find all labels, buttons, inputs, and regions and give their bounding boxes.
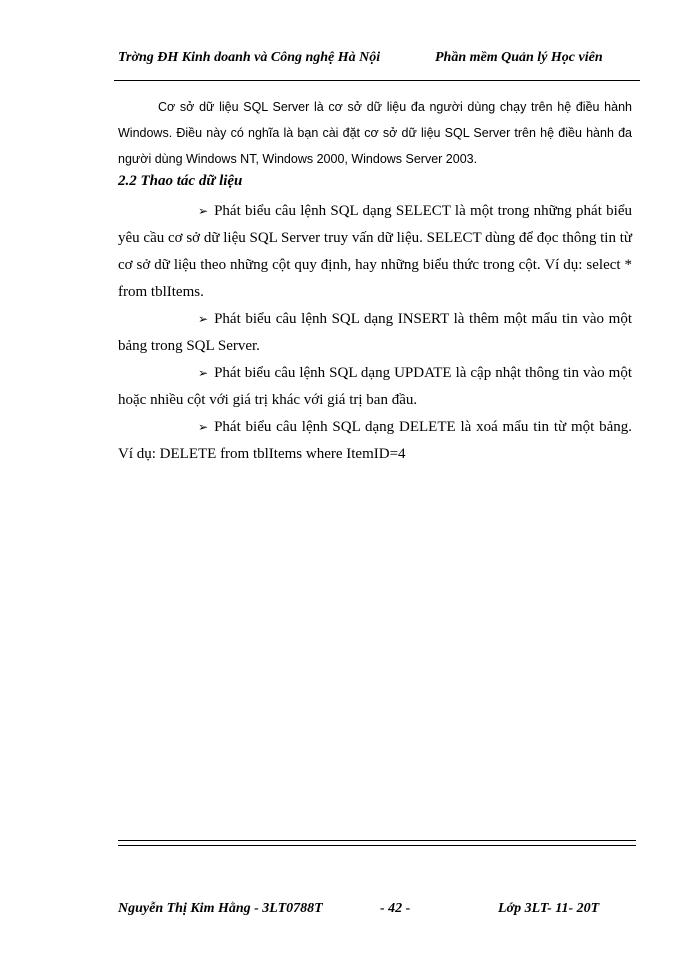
header-divider xyxy=(114,80,640,81)
arrow-bullet-icon: ➢ xyxy=(198,312,209,326)
footer-divider-bottom xyxy=(118,845,636,846)
arrow-bullet-icon: ➢ xyxy=(198,366,209,380)
bullet-select-text: Phát biểu câu lệnh SQL dạng SELECT là một trong những phát biểu yêu cầu cơ sở dữ liệu SQL Server truy vấn dữ liệu. SELECT dùng để đọc thông tin từ cơ sở dữ liệu theo những cột quy định, hay những biểu thức trong cột. Ví dụ: select * from tblItems. xyxy=(118,203,632,300)
header-software-title: Phần mềm Quản lý Học viên xyxy=(435,50,603,65)
arrow-bullet-icon: ➢ xyxy=(198,204,209,218)
header-school: Trờng ĐH Kinh doanh và Công nghệ Hà Nội xyxy=(118,50,381,65)
bullet-insert-text: Phát biểu câu lệnh SQL dạng INSERT là thêm một mẩu tin vào một bảng trong SQL Server. xyxy=(118,311,632,354)
intro-section xyxy=(118,94,632,172)
bullet-update-text: Phát biểu câu lệnh SQL dạng UPDATE là cập nhật thông tin vào một hoặc nhiều cột với giá trị khác với giá trị ban đầu. xyxy=(118,365,632,408)
arrow-bullet-icon: ➢ xyxy=(198,420,209,434)
intro-paragraph: Cơ sở dữ liệu SQL Server là cơ sở dữ liệu đa người dùng chạy trên hệ điều hành Windows. Điều này có nghĩa là bạn cài đặt cơ sở dữ liệu SQL Server trên hệ điều hành đa người dùng Windows NT, Windows 2000, Windows Server 2003. xyxy=(118,100,632,166)
footer-divider-top xyxy=(118,840,636,841)
bullet-select xyxy=(118,198,632,306)
bullet-list xyxy=(118,198,632,468)
section-heading: 2.2 Thao tác dữ liệu xyxy=(118,173,243,189)
bullet-delete xyxy=(118,414,632,468)
bullet-update xyxy=(118,360,632,414)
footer-class: Lớp 3LT- 11- 20T xyxy=(498,901,600,916)
bullet-insert xyxy=(118,306,632,360)
bullet-delete-text: Phát biểu câu lệnh SQL dạng DELETE là xoá mẩu tin từ một bảng. Ví dụ: DELETE from tblItems where ItemID=4 xyxy=(118,419,632,462)
footer-author: Nguyễn Thị Kim Hằng - 3LT0788T xyxy=(118,901,323,916)
footer-page-number: - 42 - xyxy=(380,901,411,916)
